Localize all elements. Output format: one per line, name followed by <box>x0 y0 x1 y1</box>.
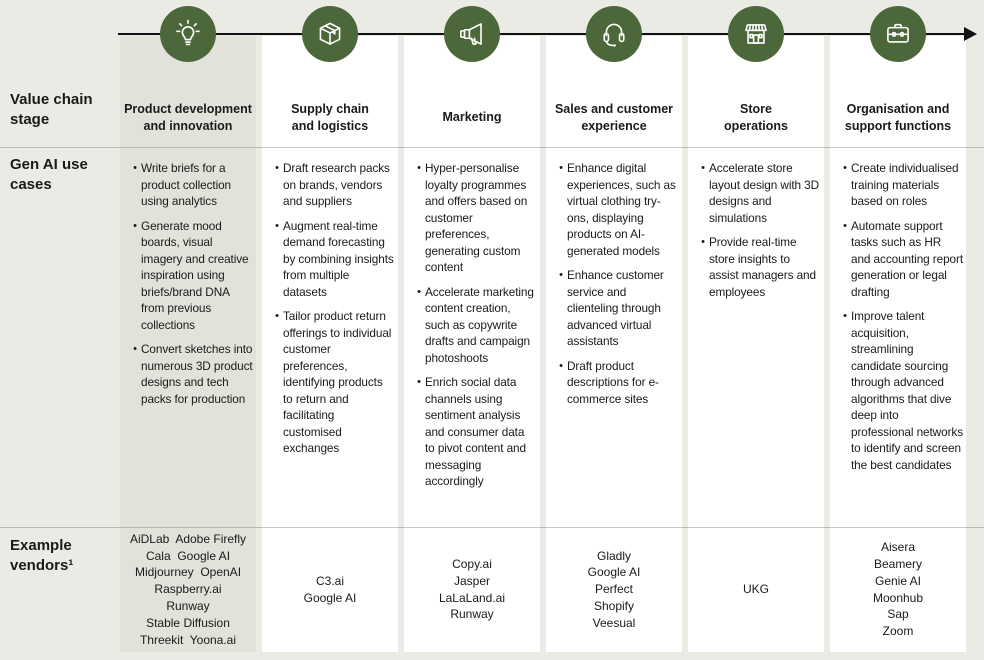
row-label-line: stage <box>10 111 50 128</box>
vendor-name: Gladly <box>596 548 631 563</box>
column-header-text <box>724 101 788 134</box>
vendor-name: Genie AI <box>874 573 922 588</box>
use-case-text: Improve talent acquisition, streamlining candidate sourcing through advanced algorithms that dive deep into professional networks to identify and screen the best candidates <box>851 309 963 472</box>
column-supply-chain <box>262 36 398 652</box>
bullet-dot: • <box>701 236 705 248</box>
headset-icon <box>586 6 642 62</box>
column-header-text <box>555 101 673 134</box>
vendors-list <box>546 527 682 652</box>
use-case-item <box>839 160 963 210</box>
use-case-item <box>555 160 679 259</box>
briefcase-icon <box>870 6 926 62</box>
bullet-dot: • <box>843 162 847 174</box>
use-cases-list <box>404 147 540 527</box>
row-label-line: Value chain <box>10 91 93 108</box>
use-case-item <box>555 267 679 350</box>
use-cases-list <box>120 147 256 527</box>
value-chain-arrowhead <box>964 27 977 41</box>
vendor-name: Google AI <box>587 565 641 580</box>
use-case-text: Enhance customer service and clienteling through advanced virtual assistants <box>567 268 664 348</box>
vendors-list <box>830 527 966 652</box>
use-case-text: Provide real-time store insights to assist managers and employees <box>709 235 816 299</box>
column-header-text <box>442 109 501 126</box>
column-header-line: Organisation and <box>846 102 950 116</box>
use-case-item <box>839 218 963 301</box>
lightbulb-icon <box>160 6 216 62</box>
use-case-text: Create individualised training materials based on roles <box>851 161 959 208</box>
column-header-line: Store <box>740 102 772 116</box>
vendors-list <box>688 527 824 652</box>
column-header-line: Product development <box>124 102 252 116</box>
vendor-name: Beamery <box>873 556 923 571</box>
row-label-example-vendors <box>10 536 114 576</box>
bullet-dot: • <box>133 343 137 355</box>
row-label-gen-ai-use-cases <box>10 155 114 195</box>
use-case-text: Hyper-personalise loyalty programmes and offers based on customer preferences, generating custom content <box>425 161 528 274</box>
use-case-item <box>413 284 537 367</box>
vendor-name: Midjourney OpenAI <box>134 565 242 580</box>
use-case-text: Tailor product return offerings to individual customer preferences, identifying products to return and facilitating customised exchanges <box>283 309 392 455</box>
vendor-name: Stable Diffusion <box>146 615 230 630</box>
column-header-text <box>124 101 252 134</box>
row-label-value-chain-stage <box>10 90 114 130</box>
vendor-name: AiDLab Adobe Firefly <box>129 531 247 546</box>
use-case-item <box>839 308 963 473</box>
use-case-text: Automate support tasks such as HR and accounting report generation or legal drafting <box>851 218 964 299</box>
column-header-line: operations <box>724 118 788 133</box>
row-label-line: Gen AI use <box>10 156 88 173</box>
vendor-name: Raspberry.ai <box>154 582 222 597</box>
vendor-name: Jasper <box>453 573 491 588</box>
use-cases-list <box>546 147 682 527</box>
bullet-dot: • <box>417 162 421 174</box>
column-header-line: support functions <box>844 118 952 133</box>
vendor-name: Zoom <box>882 624 914 639</box>
use-case-text: Write briefs for a product collection using analytics <box>141 161 232 208</box>
vendor-name: C3.ai <box>315 573 344 588</box>
use-cases-list <box>830 147 966 527</box>
use-case-text: Draft product descriptions for e-commerce sites <box>567 358 659 406</box>
row-label-line: Example <box>10 537 72 554</box>
value-chain-arrow-line <box>118 33 968 35</box>
column-header-text <box>291 101 369 134</box>
bullet-dot: • <box>843 219 847 232</box>
bullet-dot: • <box>417 285 421 298</box>
vendor-name: Cala Google AI <box>145 548 231 563</box>
column-header-line: Sales and customer <box>554 102 674 116</box>
bullet-dot: • <box>133 219 137 232</box>
vendor-name: Google AI <box>303 590 357 605</box>
vendor-name: Runway <box>166 598 210 613</box>
bullet-dot: • <box>275 219 279 232</box>
column-marketing <box>404 36 540 652</box>
column-header-line: Supply chain <box>291 102 369 116</box>
storefront-icon <box>728 6 784 62</box>
megaphone-icon <box>444 6 500 62</box>
use-cases-list <box>262 147 398 527</box>
vendor-name: Copy.ai <box>452 556 492 571</box>
use-case-item <box>129 218 253 334</box>
bullet-dot: • <box>417 376 421 388</box>
use-case-item <box>413 374 537 490</box>
bullet-dot: • <box>559 359 563 372</box>
use-case-item <box>697 160 821 226</box>
use-cases-list <box>688 147 824 527</box>
vendors-list <box>120 527 256 652</box>
row-label-line: cases <box>10 176 52 193</box>
row-label-line: vendors¹ <box>10 557 74 574</box>
use-case-item <box>271 160 395 210</box>
vendor-name: Aisera <box>880 540 915 555</box>
vendor-name: Runway <box>450 607 494 622</box>
use-case-text: Accelerate store layout design with 3D designs and simulations <box>709 161 820 225</box>
use-case-text: Accelerate marketing content creation, such as copywrite drafts and campaign photoshoots <box>425 284 534 365</box>
use-case-text: Convert sketches into numerous 3D product designs and tech packs for production <box>141 342 253 406</box>
column-header-line: Marketing <box>442 110 502 125</box>
vendors-list <box>404 527 540 652</box>
column-product-development <box>120 36 256 652</box>
bullet-dot: • <box>133 162 137 174</box>
use-case-item <box>413 160 537 276</box>
vendor-name: Perfect <box>594 582 633 597</box>
package-icon <box>302 6 358 62</box>
vendor-name: Sap <box>887 607 909 622</box>
column-header-line: and innovation <box>143 118 233 133</box>
vendor-name: Veesual <box>592 615 636 630</box>
divider-header-usecases <box>0 147 984 148</box>
column-header-text <box>845 101 951 134</box>
use-case-item <box>555 358 679 408</box>
bullet-dot: • <box>843 310 847 322</box>
vendor-name: LaLaLand.ai <box>438 590 506 605</box>
use-case-text: Draft research packs on brands, vendors and suppliers <box>283 161 390 208</box>
use-case-text: Enhance digital experiences, such as virtual clothing try-ons, displaying products on AI-generated models <box>567 161 676 258</box>
use-case-text: Augment real-time demand forecasting by combining insights from multiple datasets <box>283 218 394 299</box>
use-case-item <box>697 234 821 300</box>
use-case-item <box>271 218 395 301</box>
use-case-text: Generate mood boards, visual imagery and creative inspiration using briefs/brand DNA from previous collections <box>141 218 249 332</box>
divider-usecases-vendors <box>0 527 984 528</box>
vendor-name: Threekit Yoona.ai <box>139 632 237 647</box>
column-sales-customer-experience <box>546 36 682 652</box>
column-header-line: and logistics <box>291 118 369 133</box>
bullet-dot: • <box>275 162 279 174</box>
vendor-name: Shopify <box>593 598 635 613</box>
bullet-dot: • <box>559 269 563 281</box>
column-store-operations <box>688 36 824 652</box>
bullet-dot: • <box>559 162 563 174</box>
vendor-name: Moonhub <box>872 590 924 605</box>
vendors-list <box>262 527 398 652</box>
bullet-dot: • <box>275 310 279 322</box>
vendor-name: UKG <box>742 582 769 597</box>
use-case-item <box>271 308 395 457</box>
column-header-line: experience <box>581 118 647 133</box>
use-case-item <box>129 160 253 210</box>
use-case-text: Enrich social data channels using sentiment analysis and consumer data to pivot content and messaging accordingly <box>425 375 526 488</box>
column-organisation-support <box>830 36 966 652</box>
bullet-dot: • <box>701 162 705 174</box>
use-case-item <box>129 341 253 407</box>
